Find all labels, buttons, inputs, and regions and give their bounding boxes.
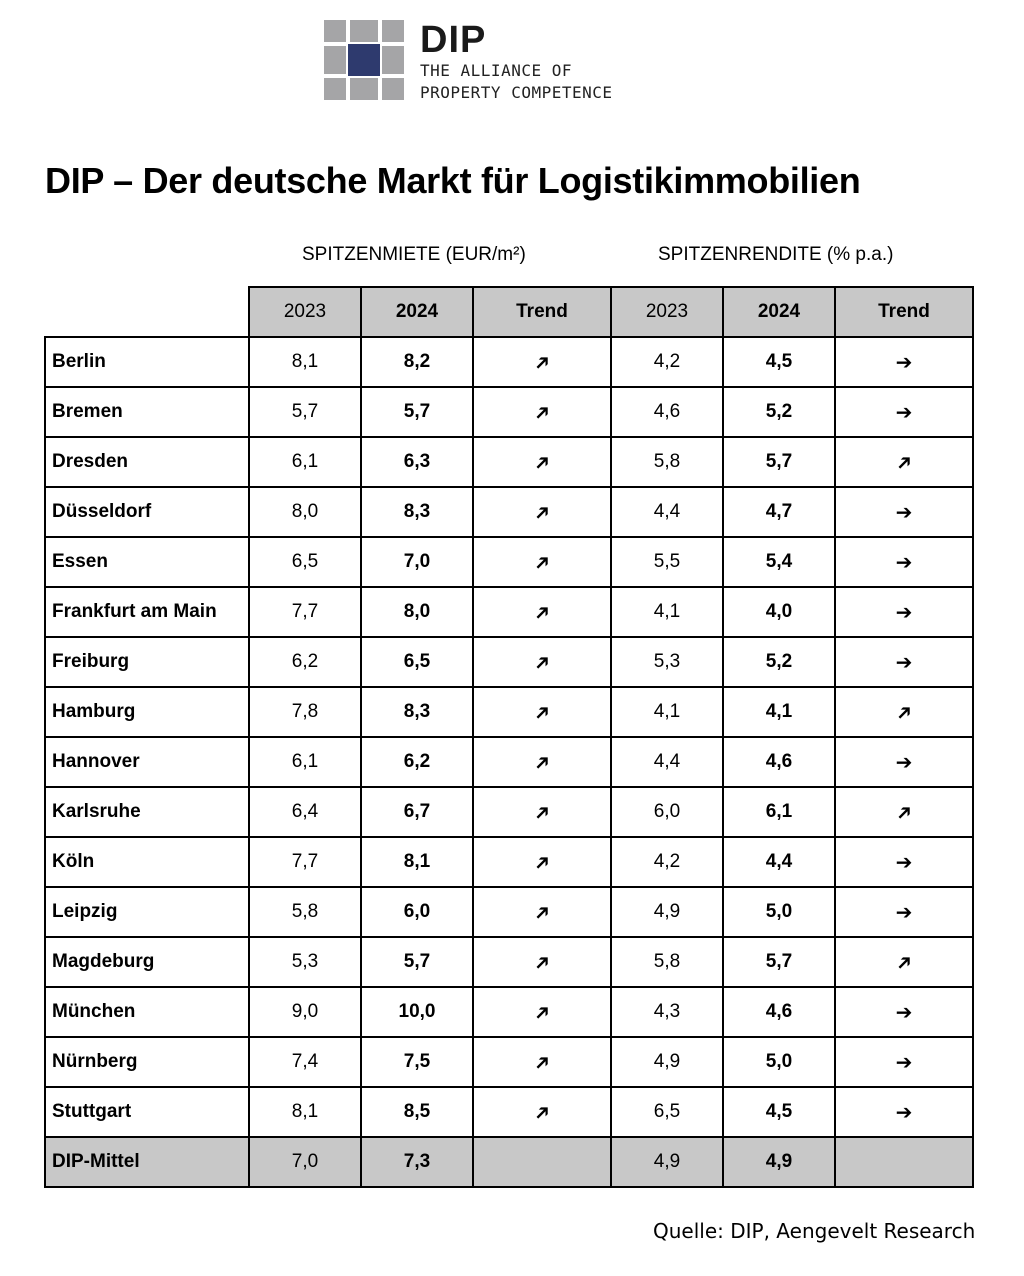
city-name: Hannover	[45, 737, 249, 787]
city-name: Köln	[45, 837, 249, 887]
rent-2024: 6,7	[361, 787, 473, 837]
yield-2024: 4,6	[723, 737, 835, 787]
group-label-rent: SPITZENMIETE (EUR/m²)	[302, 244, 526, 265]
rent-trend	[473, 987, 611, 1037]
yield-2024: 4,7	[723, 487, 835, 537]
city-name: Magdeburg	[45, 937, 249, 987]
yield-trend	[835, 587, 973, 637]
table-row	[45, 487, 973, 537]
arrow-right-icon: ➔	[895, 901, 913, 924]
header-corner	[45, 287, 249, 337]
rent-2024: 8,0	[361, 587, 473, 637]
rent-2024: 8,3	[361, 487, 473, 537]
yield-2023: 4,4	[611, 487, 723, 537]
arrow-up-right-icon: ➔	[528, 748, 557, 777]
city-name: Karlsruhe	[45, 787, 249, 837]
header-yield-trend: Trend	[835, 287, 973, 337]
rent-2023: 6,4	[249, 787, 361, 837]
yield-trend	[835, 1037, 973, 1087]
table-row	[45, 637, 973, 687]
yield-2023: 4,4	[611, 737, 723, 787]
city-name: Essen	[45, 537, 249, 587]
arrow-up-right-icon: ➔	[890, 448, 919, 477]
rent-2024: 5,7	[361, 387, 473, 437]
rent-2024: 5,7	[361, 937, 473, 987]
rent-trend	[473, 387, 611, 437]
table-row	[45, 537, 973, 587]
rent-trend	[473, 837, 611, 887]
yield-2024: 5,2	[723, 387, 835, 437]
city-name: Düsseldorf	[45, 487, 249, 537]
yield-2023: 4,1	[611, 687, 723, 737]
rent-trend	[473, 937, 611, 987]
rent-trend	[473, 1087, 611, 1137]
table-row	[45, 887, 973, 937]
rent-2024: 8,3	[361, 687, 473, 737]
rent-2024: 7,0	[361, 537, 473, 587]
arrow-up-right-icon: ➔	[528, 398, 557, 427]
arrow-up-right-icon: ➔	[528, 1098, 557, 1127]
city-name: München	[45, 987, 249, 1037]
rent-trend	[473, 1137, 611, 1187]
yield-trend	[835, 687, 973, 737]
yield-2024: 5,7	[723, 937, 835, 987]
arrow-right-icon: ➔	[895, 1101, 913, 1124]
yield-trend	[835, 387, 973, 437]
rent-2023: 7,8	[249, 687, 361, 737]
rent-2023: 6,5	[249, 537, 361, 587]
table-row	[45, 1087, 973, 1137]
rent-2023: 5,8	[249, 887, 361, 937]
yield-2023: 4,1	[611, 587, 723, 637]
city-name: DIP-Mittel	[45, 1137, 249, 1187]
arrow-right-icon: ➔	[895, 1001, 913, 1024]
arrow-up-right-icon: ➔	[528, 848, 557, 877]
yield-trend	[835, 837, 973, 887]
arrow-up-right-icon: ➔	[528, 798, 557, 827]
rent-2023: 5,7	[249, 387, 361, 437]
yield-2024: 4,1	[723, 687, 835, 737]
yield-2023: 5,8	[611, 437, 723, 487]
yield-trend	[835, 787, 973, 837]
arrow-up-right-icon: ➔	[528, 498, 557, 527]
yield-2024: 5,0	[723, 887, 835, 937]
city-name: Freiburg	[45, 637, 249, 687]
yield-trend	[835, 537, 973, 587]
yield-trend	[835, 887, 973, 937]
rent-trend	[473, 587, 611, 637]
yield-trend	[835, 487, 973, 537]
yield-2023: 4,6	[611, 387, 723, 437]
yield-trend	[835, 937, 973, 987]
rent-2023: 9,0	[249, 987, 361, 1037]
page-title: DIP – Der deutsche Markt für Logistikimmobilien	[45, 160, 861, 201]
rent-trend	[473, 687, 611, 737]
yield-2024: 4,0	[723, 587, 835, 637]
header-yield-2024: 2024	[723, 287, 835, 337]
yield-2023: 4,9	[611, 1137, 723, 1187]
rent-trend	[473, 737, 611, 787]
yield-2023: 6,5	[611, 1087, 723, 1137]
header-rent-2024: 2024	[361, 287, 473, 337]
yield-trend	[835, 987, 973, 1037]
city-name: Stuttgart	[45, 1087, 249, 1137]
city-name: Bremen	[45, 387, 249, 437]
yield-2023: 4,3	[611, 987, 723, 1037]
header-rent-2023: 2023	[249, 287, 361, 337]
rent-trend	[473, 637, 611, 687]
rent-2024: 6,0	[361, 887, 473, 937]
yield-trend	[835, 437, 973, 487]
table-row	[45, 937, 973, 987]
arrow-up-right-icon: ➔	[528, 548, 557, 577]
rent-2023: 8,1	[249, 337, 361, 387]
arrow-right-icon: ➔	[895, 1051, 913, 1074]
logo-text	[420, 20, 613, 104]
city-name: Frankfurt am Main	[45, 587, 249, 637]
rent-2023: 5,3	[249, 937, 361, 987]
rent-2023: 8,0	[249, 487, 361, 537]
arrow-up-right-icon: ➔	[528, 898, 557, 927]
city-name: Berlin	[45, 337, 249, 387]
rent-2024: 10,0	[361, 987, 473, 1037]
rent-2024: 6,5	[361, 637, 473, 687]
yield-2023: 4,9	[611, 887, 723, 937]
rent-2023: 7,0	[249, 1137, 361, 1187]
group-label-yield: SPITZENRENDITE (% p.a.)	[658, 244, 894, 265]
yield-trend	[835, 337, 973, 387]
city-name: Leipzig	[45, 887, 249, 937]
yield-trend	[835, 737, 973, 787]
arrow-right-icon: ➔	[895, 651, 913, 674]
yield-2023: 4,2	[611, 337, 723, 387]
table-body	[45, 287, 973, 1187]
market-table	[44, 286, 974, 1188]
arrow-up-right-icon: ➔	[528, 948, 557, 977]
table-row	[45, 437, 973, 487]
rent-2024: 6,2	[361, 737, 473, 787]
table-row	[45, 687, 973, 737]
header-row	[45, 287, 973, 337]
yield-2024: 6,1	[723, 787, 835, 837]
rent-trend	[473, 537, 611, 587]
rent-trend	[473, 437, 611, 487]
yield-2024: 5,4	[723, 537, 835, 587]
arrow-up-right-icon: ➔	[528, 1048, 557, 1077]
yield-2023: 5,8	[611, 937, 723, 987]
rent-2024: 6,3	[361, 437, 473, 487]
arrow-right-icon: ➔	[895, 601, 913, 624]
rent-trend	[473, 787, 611, 837]
yield-2023: 5,5	[611, 537, 723, 587]
rent-2024: 7,3	[361, 1137, 473, 1187]
yield-trend	[835, 1087, 973, 1137]
rent-trend	[473, 887, 611, 937]
rent-2024: 8,2	[361, 337, 473, 387]
arrow-up-right-icon: ➔	[528, 348, 557, 377]
city-name: Dresden	[45, 437, 249, 487]
arrow-up-right-icon: ➔	[528, 998, 557, 1027]
footer-row	[45, 1137, 973, 1187]
arrow-up-right-icon: ➔	[890, 698, 919, 727]
table-row	[45, 987, 973, 1037]
arrow-right-icon: ➔	[895, 851, 913, 874]
arrow-up-right-icon: ➔	[528, 648, 557, 677]
rent-2024: 7,5	[361, 1037, 473, 1087]
header-rent-trend: Trend	[473, 287, 611, 337]
arrow-up-right-icon: ➔	[890, 948, 919, 977]
yield-2024: 4,5	[723, 1087, 835, 1137]
yield-2024: 4,6	[723, 987, 835, 1037]
arrow-right-icon: ➔	[895, 551, 913, 574]
yield-trend	[835, 1137, 973, 1187]
rent-2023: 7,7	[249, 837, 361, 887]
yield-2024: 4,4	[723, 837, 835, 887]
logo-name: DIP	[420, 19, 487, 61]
yield-2023: 4,2	[611, 837, 723, 887]
table-row	[45, 387, 973, 437]
yield-2024: 5,0	[723, 1037, 835, 1087]
table-row	[45, 337, 973, 387]
table-row	[45, 737, 973, 787]
table-row	[45, 787, 973, 837]
city-name: Nürnberg	[45, 1037, 249, 1087]
source-note: Quelle: DIP, Aengevelt Research	[653, 1219, 976, 1243]
yield-2024: 4,9	[723, 1137, 835, 1187]
yield-2024: 5,7	[723, 437, 835, 487]
table-row	[45, 837, 973, 887]
rent-2024: 8,5	[361, 1087, 473, 1137]
yield-2024: 4,5	[723, 337, 835, 387]
dip-logo	[324, 20, 664, 104]
rent-2023: 6,1	[249, 737, 361, 787]
yield-2024: 5,2	[723, 637, 835, 687]
rent-trend	[473, 1037, 611, 1087]
logo-tagline-1: THE ALLIANCE OF	[420, 61, 572, 80]
yield-trend	[835, 637, 973, 687]
yield-2023: 5,3	[611, 637, 723, 687]
arrow-right-icon: ➔	[895, 351, 913, 374]
rent-2023: 6,1	[249, 437, 361, 487]
rent-trend	[473, 487, 611, 537]
rent-2023: 6,2	[249, 637, 361, 687]
header-yield-2023: 2023	[611, 287, 723, 337]
yield-2023: 4,9	[611, 1037, 723, 1087]
rent-2023: 7,4	[249, 1037, 361, 1087]
city-name: Hamburg	[45, 687, 249, 737]
rent-2023: 8,1	[249, 1087, 361, 1137]
logo-tagline-2: PROPERTY COMPETENCE	[420, 83, 613, 102]
table-row	[45, 1037, 973, 1087]
rent-2023: 7,7	[249, 587, 361, 637]
arrow-right-icon: ➔	[895, 751, 913, 774]
table-row	[45, 587, 973, 637]
arrow-up-right-icon: ➔	[528, 598, 557, 627]
arrow-right-icon: ➔	[895, 401, 913, 424]
rent-trend	[473, 337, 611, 387]
rent-2024: 8,1	[361, 837, 473, 887]
yield-2023: 6,0	[611, 787, 723, 837]
arrow-up-right-icon: ➔	[528, 698, 557, 727]
dip-logo-mark-icon	[324, 20, 404, 100]
arrow-up-right-icon: ➔	[528, 448, 557, 477]
arrow-up-right-icon: ➔	[890, 798, 919, 827]
arrow-right-icon: ➔	[895, 501, 913, 524]
